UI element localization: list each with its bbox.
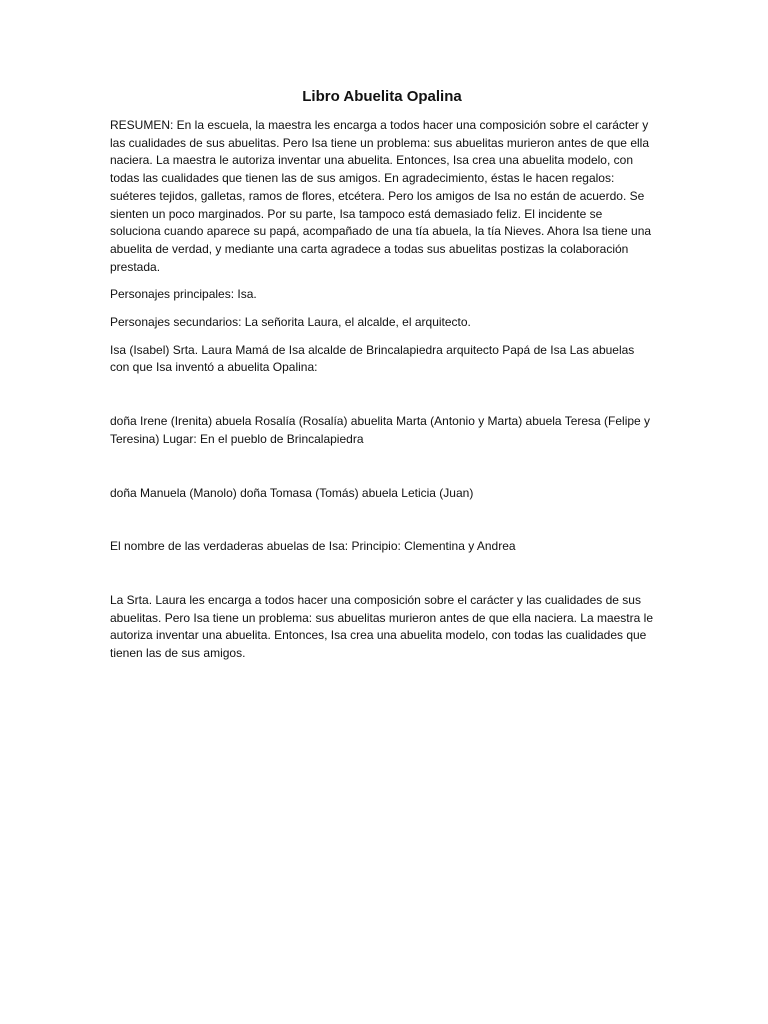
real-grandmothers-paragraph: El nombre de las verdaderas abuelas de Isa: Principio: Clementina y Andrea (110, 539, 516, 554)
secondary-characters-paragraph: Personajes secundarios: La señorita Laura, el alcalde, el arquitecto. (110, 315, 471, 330)
main-characters-paragraph: Personajes principales: Isa. (110, 287, 257, 302)
closing-paragraph: La Srta. Laura les encarga a todos hacer una composición sobre el carácter y las cualidades de sus abuelitas. Pero Isa tiene un problema: sus abuelitas murieron antes de que ella naciera. La maestra le autoriza inventar una abuelita. Entonces, Isa crea una abuelita modelo, con todas las cualidades que tienen las de sus amigos. (110, 592, 653, 661)
document-content (110, 87, 654, 673)
grandmothers-paragraph-1: doña Irene (Irenita) abuela Rosalía (Rosalía) abuelita Marta (Antonio y Marta) abuela Teresa (Felipe y Teresina) Lugar: En el pueblo de Brincalapiedra (110, 414, 651, 446)
summary-paragraph: RESUMEN: En la escuela, la maestra les encarga a todos hacer una composición sobre el carácter y las cualidades de sus abuelitas. Pero Isa tiene un problema: sus abuelitas murieron antes de que ella naciera. La maestra le autoriza inventar una abuelita. Entonces, Isa crea una abuelita modelo, con todas las cualidades que tienen las de sus amigos. En agradecimiento, éstas le hacen regalos: suéteres tejidos, galletas, ramos de flores, etcétera. Pero los amigos de Isa no están de acuerdo. Se sienten un poco marginados. Por su parte, Isa tampoco está demasiado feliz. El incidente se soluciona cuando aparece su papá, acompañado de una tía abuela, la tía Nieves. Ahora Isa tiene una abuelita de verdad, y mediante una carta agradece a todas sus abuelitas postizas la colaboración prestada. (110, 118, 652, 274)
document-title: Libro Abuelita Opalina (302, 88, 462, 105)
grandmothers-paragraph-2: doña Manuela (Manolo) doña Tomasa (Tomás) abuela Leticia (Juan) (110, 485, 474, 500)
character-list-paragraph: Isa (Isabel) Srta. Laura Mamá de Isa alcalde de Brincalapiedra arquitecto Papá de Isa Las abuelas con que Isa inventó a abuelita Opalina: (110, 342, 635, 375)
